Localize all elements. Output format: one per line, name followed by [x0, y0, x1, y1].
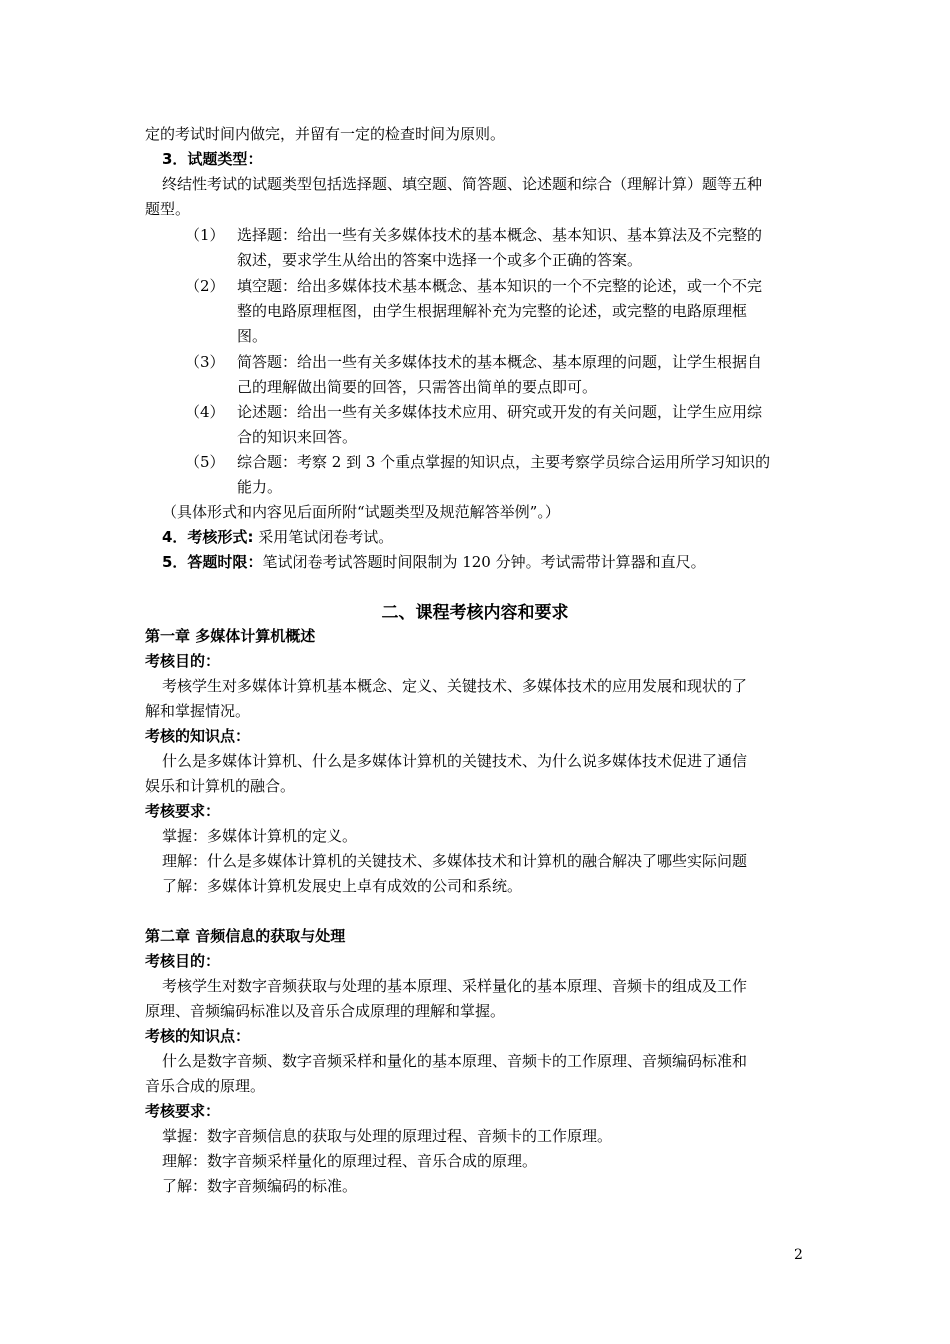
item-number: （1） — [185, 226, 225, 244]
chapter-title: 第一章 多媒体计算机概述 — [145, 627, 316, 645]
requirements-label: 考核要求： — [145, 802, 221, 820]
item-number: （5） — [185, 453, 225, 471]
points-text-cont: 娱乐和计算机的融合。 — [145, 777, 296, 795]
page-number: 2 — [794, 1247, 803, 1263]
goal-text-cont: 原理、音频编码标准以及音乐合成原理的理解和掌握。 — [145, 1002, 506, 1020]
exam-time-text: 笔试闭卷考试答题时间限制为 120 分钟。考试需带计算器和直尺。 — [262, 553, 706, 571]
points-label: 考核的知识点： — [145, 1027, 251, 1045]
item-text: 整的电路原理框图，由学生根据理解补充为完整的论述，或完整的电路原理框 — [237, 302, 748, 320]
exam-time-line — [162, 550, 706, 574]
item-text: 填空题：给出多媒体技术基本概念、基本知识的一个不完整的论述，或一个不完 — [237, 277, 763, 295]
goal-text-cont: 解和掌握情况。 — [145, 702, 251, 720]
requirements-label: 考核要求： — [145, 1102, 221, 1120]
item-text: 选择题：给出一些有关多媒体技术的基本概念、基本知识、基本算法及不完整的 — [237, 226, 763, 244]
question-types-heading: 3．试题类型： — [162, 150, 263, 168]
intro-line: 定的考试时间内做完，并留有一定的检查时间为原则。 — [145, 125, 506, 143]
section-title: 二、课程考核内容和要求 — [381, 603, 569, 623]
goal-label: 考核目的： — [145, 952, 221, 970]
exam-form-text: 采用笔试闭卷考试。 — [253, 528, 394, 546]
item-number: （2） — [185, 277, 225, 295]
requirement-understand: 理解：数字音频采样量化的原理过程、音乐合成的原理。 — [162, 1152, 538, 1170]
item-text: 图。 — [237, 327, 268, 345]
item-text: 能力。 — [237, 478, 283, 496]
note-line: （具体形式和内容见后面所附“试题类型及规范解答举例”。） — [162, 503, 560, 521]
item-text: 综合题：考察 2 到 3 个重点掌握的知识点，主要考察学员综合运用所学习知识的 — [237, 453, 771, 471]
item-text: 论述题：给出一些有关多媒体技术应用、研究或开发的有关问题，让学生应用综 — [237, 403, 763, 421]
goal-text: 考核学生对多媒体计算机基本概念、定义、关键技术、多媒体技术的应用发展和现状的了 — [162, 677, 748, 695]
points-label: 考核的知识点： — [145, 727, 251, 745]
requirement-know: 了解：多媒体计算机发展史上卓有成效的公司和系统。 — [162, 877, 523, 895]
item-number: （4） — [185, 403, 225, 421]
points-text: 什么是数字音频、数字音频采样和量化的基本原理、音频卡的工作原理、音频编码标准和 — [162, 1052, 748, 1070]
exam-form-label: 4．考核形式: — [162, 528, 254, 546]
goal-label: 考核目的： — [145, 652, 221, 670]
requirement-understand: 理解：什么是多媒体计算机的关键技术、多媒体技术和计算机的融合解决了哪些实际问题 — [162, 852, 748, 870]
exam-form-line — [162, 525, 393, 549]
requirement-master: 掌握：多媒体计算机的定义。 — [162, 827, 358, 845]
chapter-title: 第二章 音频信息的获取与处理 — [145, 927, 346, 945]
question-types-desc: 终结性考试的试题类型包括选择题、填空题、简答题、论述题和综合（理解计算）题等五种 — [162, 175, 763, 193]
item-text: 叙述，要求学生从给出的答案中选择一个或多个正确的答案。 — [237, 251, 643, 269]
requirement-know: 了解：数字音频编码的标准。 — [162, 1177, 358, 1195]
exam-time-label: 5．答题时限： — [162, 553, 263, 571]
points-text-cont: 音乐合成的原理。 — [145, 1077, 266, 1095]
item-text: 合的知识来回答。 — [237, 428, 358, 446]
item-text: 己的理解做出简要的回答，只需答出简单的要点即可。 — [237, 378, 598, 396]
goal-text: 考核学生对数字音频获取与处理的基本原理、采样量化的基本原理、音频卡的组成及工作 — [162, 977, 748, 995]
item-text: 简答题：给出一些有关多媒体技术的基本概念、基本原理的问题，让学生根据自 — [237, 353, 763, 371]
question-types-desc-cont: 题型。 — [145, 200, 191, 218]
requirement-master: 掌握：数字音频信息的获取与处理的原理过程、音频卡的工作原理。 — [162, 1127, 613, 1145]
item-number: （3） — [185, 353, 225, 371]
points-text: 什么是多媒体计算机、什么是多媒体计算机的关键技术、为什么说多媒体技术促进了通信 — [162, 752, 748, 770]
